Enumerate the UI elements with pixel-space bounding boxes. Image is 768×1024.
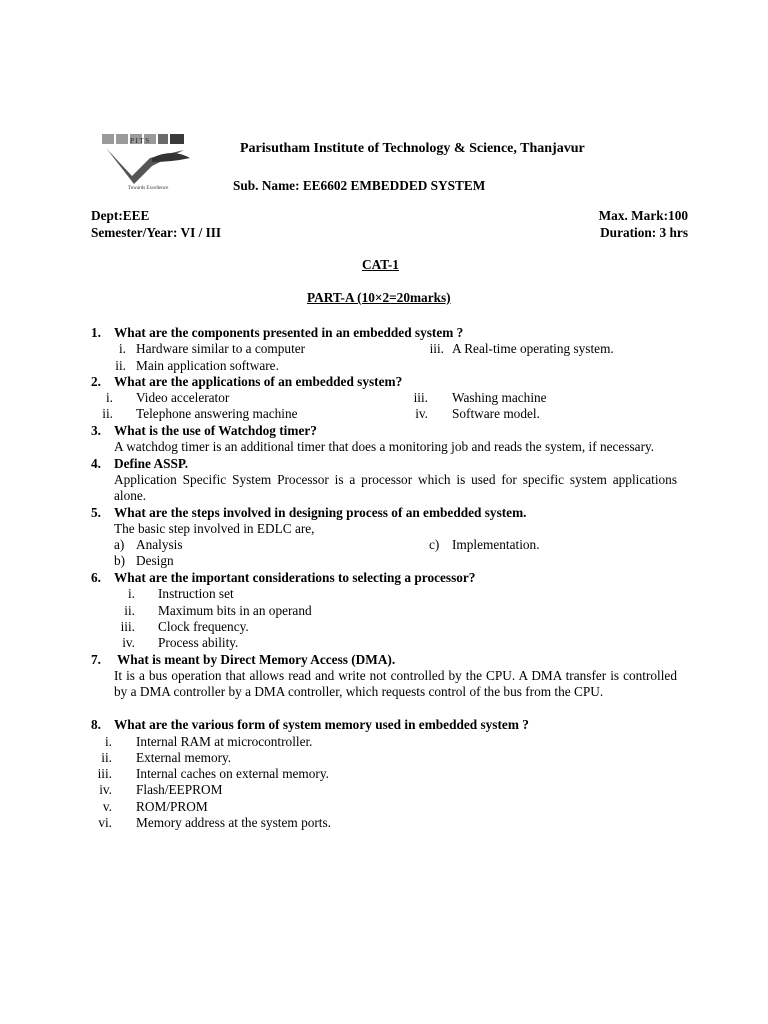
q2-item-3: Washing machine	[452, 390, 547, 405]
q2-text: What are the applications of an embedded system?	[114, 374, 403, 389]
q8-item-4: Flash/EEPROM	[136, 782, 223, 797]
q8-item-1: Internal RAM at microcontroller.	[136, 734, 313, 749]
q8-item-3: Internal caches on external memory.	[136, 766, 329, 781]
logo-tagline: Towards Excellence	[128, 186, 169, 191]
q1-item-3: A Real-time operating system.	[452, 341, 614, 356]
institute-logo	[92, 128, 196, 192]
q5-text: What are the steps involved in designing process of an embedded system.	[114, 505, 527, 520]
q6-item-1: Instruction set	[158, 586, 234, 601]
q2-item-2: Telephone answering machine	[136, 406, 298, 421]
part-title-text: PART-A (10×2=20marks)	[307, 290, 451, 305]
q2-item-1: Video accelerator	[136, 390, 230, 405]
q2-item-4: Software model.	[452, 406, 540, 421]
q5-item-c: Implementation.	[452, 537, 540, 552]
q3-number: 3.	[91, 423, 101, 438]
q6-item-4-num: iv.	[122, 635, 135, 650]
logo-text: P I T S	[130, 137, 150, 145]
q5-number: 5.	[91, 505, 101, 520]
max-mark: Max. Mark:100	[598, 208, 688, 223]
q1-number: 1.	[91, 325, 101, 340]
q8-item-5-num: v.	[102, 799, 112, 814]
q8-item-6: Memory address at the system ports.	[136, 815, 331, 830]
q1-item-3-num: iii.	[429, 341, 444, 356]
q3-answer: A watchdog timer is an additional timer that does a monitoring job and reads the system, if necessary.	[114, 439, 655, 454]
q8-number: 8.	[91, 717, 101, 732]
semester-year: Semester/Year: VI / III	[91, 225, 222, 240]
duration: Duration: 3 hrs	[600, 225, 688, 240]
part-title	[307, 290, 451, 306]
q2-item-3-num: iii.	[413, 390, 428, 405]
q2-item-2-num: ii.	[102, 406, 113, 421]
q8-item-1-num: i.	[104, 734, 112, 749]
q7-text: What is meant by Direct Memory Access (DMA).	[117, 652, 396, 667]
q6-item-3: Clock frequency.	[158, 619, 249, 634]
q5-answer: The basic step involved in EDLC are,	[114, 521, 315, 536]
q6-item-4: Process ability.	[158, 635, 239, 650]
q8-item-2: External memory.	[136, 750, 232, 765]
q2-number: 2.	[91, 374, 101, 389]
q2-item-1-num: i.	[105, 390, 113, 405]
q4-answer: Application Specific System Processor is a processor which is used for specific system applications alone.	[114, 472, 677, 504]
q7-answer: It is a bus operation that allows read and write not controlled by the CPU. A DMA transfer is controlled by a DMA controller by a DMA controller, which requests control of the bus from the CPU.	[114, 668, 677, 700]
q7-number: 7.	[91, 652, 101, 667]
q8-item-3-num: iii.	[97, 766, 112, 781]
q8-item-4-num: iv.	[99, 782, 112, 797]
q1-text: What are the components presented in an embedded system ?	[114, 325, 464, 340]
q4-text: Define ASSP.	[114, 456, 189, 471]
q3-text: What is the use of Watchdog timer?	[114, 423, 317, 438]
q5-item-c-num: c)	[429, 537, 440, 552]
q5-item-a-num: a)	[114, 537, 125, 552]
q8-text: What are the various form of system memory used in embedded system ?	[114, 717, 529, 732]
q8-item-5: ROM/PROM	[136, 799, 208, 814]
q6-item-2: Maximum bits in an operand	[158, 603, 312, 618]
exam-title: CAT-1	[362, 257, 399, 272]
q8-item-2-num: ii.	[101, 750, 112, 765]
q2-item-4-num: iv.	[415, 406, 428, 421]
q1-item-1-num: i.	[118, 341, 126, 356]
q6-item-1-num: i.	[127, 586, 135, 601]
q8-item-6-num: vi.	[98, 815, 112, 830]
q1-item-2-num: ii.	[115, 358, 126, 373]
subject-name: Sub. Name: EE6602 EMBEDDED SYSTEM	[233, 178, 486, 193]
q4-number: 4.	[91, 456, 101, 471]
q6-text: What are the important considerations to selecting a processor?	[114, 570, 476, 585]
q5-item-a: Analysis	[136, 537, 183, 552]
institute-name: Parisutham Institute of Technology & Science, Thanjavur	[240, 141, 585, 156]
q1-item-2: Main application software.	[136, 358, 279, 373]
q5-item-b-num: b)	[114, 553, 126, 568]
dept: Dept:EEE	[91, 208, 150, 223]
q6-number: 6.	[91, 570, 101, 585]
q6-item-3-num: iii.	[120, 619, 135, 634]
q5-item-b: Design	[136, 553, 174, 568]
q1-item-1: Hardware similar to a computer	[136, 341, 306, 356]
q6-item-2-num: ii.	[124, 603, 135, 618]
